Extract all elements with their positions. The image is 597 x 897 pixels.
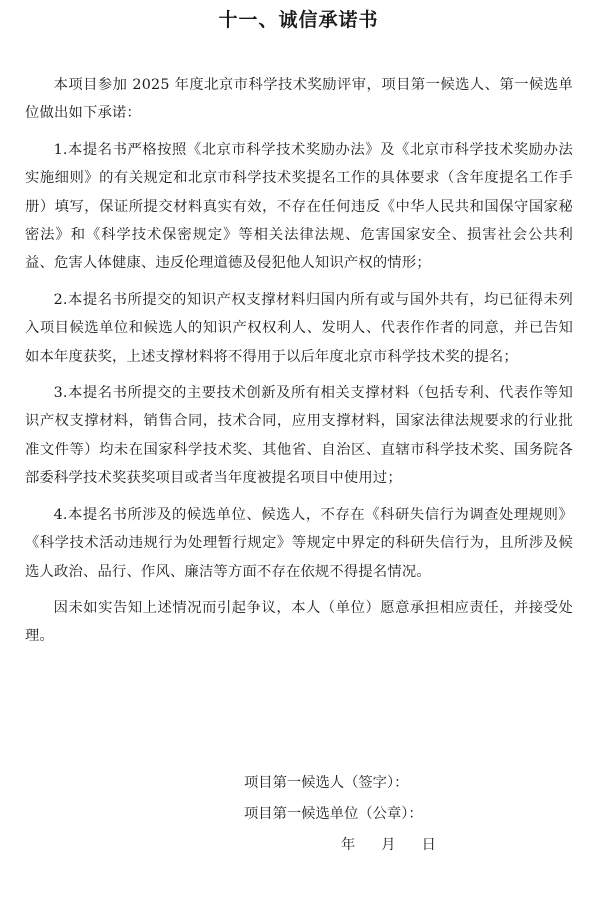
unit-seal-line: 项目第一候选单位（公章）： bbox=[244, 806, 423, 822]
commitment-paragraph-3: 3.本提名书所提交的主要技术创新及所有相关支撑材料（包括专利、代表作等知识产权支撑材料，销售合同，技术合同，应用支撑材料，国家法律法规要求的行业批准文件等）均未在国家科学技术奖、其他省、自治区、直辖市科学技术奖、国务院各部委科学技术奖获奖项目或者当年度被提名项目中使用过； bbox=[25, 385, 573, 487]
commitment-paragraph-2: 2.本提名书所提交的知识产权支撑材料归国内所有或与国外共有，均已征得未列入项目候选单位和候选人的知识产权权利人、发明人、代表作作者的同意，并已告知如本年度获奖，上述支撑材料将不得用于以后年度北京市科学技术奖的提名； bbox=[25, 291, 573, 365]
document-body bbox=[25, 71, 573, 659]
intro-paragraph: 本项目参加 2025 年度北京市科学技术奖励评审，项目第一候选人、第一候选单位做出如下承诺： bbox=[25, 77, 573, 122]
commitment-paragraph-4: 4.本提名书所涉及的候选单位、候选人，不存在《科研失信行为调查处理规则》《科学技术活动违规行为处理暂行规定》等规定中界定的科研失信行为，且所涉及候选人政治、品行、作风、廉洁等方面不存在依规不得提名情况。 bbox=[25, 506, 573, 580]
date-day-label: 日 bbox=[421, 837, 436, 853]
responsibility-paragraph: 因未如实告知上述情况而引起争议，本人（单位）愿意承担相应责任，并接受处理。 bbox=[25, 599, 573, 645]
document-title: 十一、诚信承诺书 bbox=[218, 9, 379, 31]
date-year-label: 年 bbox=[341, 837, 356, 853]
commitment-paragraph-1: 1.本提名书严格按照《北京市科学技术奖励办法》及《北京市科学技术奖励办法实施细则》的有关规定和北京市科学技术奖提名工作的具体要求（含年度提名工作手册）填写，保证所提交材料真实有效，不存在任何违反《中华人民共和国保守国家秘密法》和《科学技术保密规定》等相关法律法规、危害国家安全、损害社会公共利益、危害人体健康、违反伦理道德及侵犯他人知识产权的情形； bbox=[25, 141, 573, 272]
date-month-label: 月 bbox=[381, 837, 396, 853]
signature-block bbox=[0, 769, 597, 859]
candidate-signature-line: 项目第一候选人（签字）： bbox=[244, 775, 409, 791]
date-line bbox=[0, 831, 597, 859]
